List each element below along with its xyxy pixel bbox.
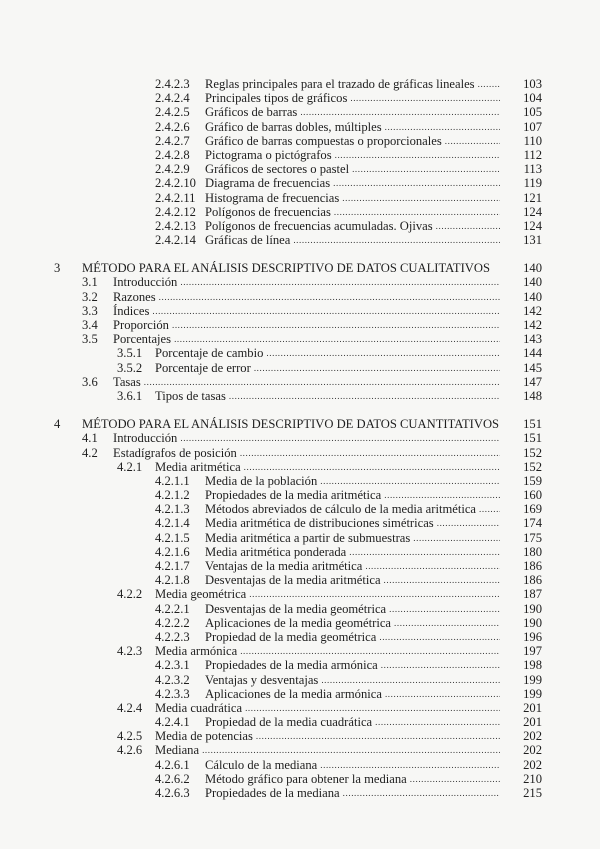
toc-entry [0, 176, 600, 190]
toc-entry-number: 4.2.1.2 [155, 488, 190, 503]
toc-entry-number: 4.2 [82, 445, 98, 460]
toc-entry [0, 120, 600, 134]
toc-entry-number: 4 [54, 417, 61, 432]
toc-entry-title: Gráficos de sectores o pastel [205, 162, 350, 177]
toc-entry [0, 361, 600, 375]
toc-entry-title: Media aritmética de distribuciones simétricas [205, 516, 434, 531]
toc-entry [0, 134, 600, 148]
toc-entry-page: 140 [523, 289, 542, 304]
dot-leader [180, 275, 500, 289]
dot-leader [159, 290, 500, 304]
toc-entry-number: 3.5.2 [117, 360, 143, 375]
dot-leader [334, 205, 500, 219]
toc-entry [0, 332, 600, 346]
toc-entry-title: Mediana [155, 743, 200, 758]
toc-entry-number: 3.6.1 [117, 388, 143, 403]
toc-entry-page: 144 [523, 346, 542, 361]
toc-entry-number: 3.6 [82, 374, 98, 389]
toc-entry [0, 630, 600, 644]
toc-entry-number: 4.2.4.1 [155, 715, 190, 730]
toc-entry [0, 488, 600, 502]
toc-entry-page: 190 [523, 601, 542, 616]
toc-entry-number: 2.4.2.13 [155, 218, 196, 233]
toc-entry-page: 202 [523, 757, 542, 772]
toc-entry-page: 151 [523, 431, 542, 446]
toc-entry-page: 174 [523, 516, 542, 531]
toc-entry-number: 4.2.2.3 [155, 629, 190, 644]
toc-entry-page: 142 [523, 318, 542, 332]
dot-leader [172, 318, 500, 332]
toc-entry-page: 159 [523, 473, 542, 488]
dot-leader [152, 304, 500, 318]
toc-entry-title: Estadígrafos de posición [113, 445, 237, 460]
dot-leader [244, 460, 500, 474]
toc-entry-title: Desventajas de la media geométrica [205, 601, 387, 616]
toc-entry [0, 587, 600, 601]
dot-leader [321, 673, 500, 687]
toc-entry [0, 758, 600, 772]
dot-leader [379, 630, 500, 644]
toc-entry-number: 2.4.2.5 [155, 105, 190, 120]
toc-entry-title: Ventajas y desventajas [205, 672, 319, 687]
dot-leader [249, 587, 500, 601]
toc-entry-page: 110 [523, 133, 542, 148]
toc-entry-page: 113 [523, 162, 542, 177]
toc-entry [0, 304, 600, 318]
toc-entry-page: 180 [523, 544, 542, 559]
toc-chapter-heading [0, 261, 600, 275]
toc-entry-title: Diagrama de frecuencias [205, 176, 331, 191]
toc-entry [0, 701, 600, 715]
toc-entry-page: 202 [523, 743, 542, 758]
toc-entry-number: 3.1 [82, 275, 98, 290]
dot-leader [375, 715, 500, 729]
toc-entry-title: Gráficos de barras [205, 105, 298, 120]
toc-entry-title: Gráfico de barras compuestas o proporcionales [205, 133, 442, 148]
toc-entry-number: 2.4.2.11 [155, 190, 196, 205]
dot-leader [245, 701, 500, 715]
toc-entry-page: 140 [523, 275, 542, 290]
toc-entry-number: 4.2.1.5 [155, 530, 190, 545]
toc-entry-number: 3.4 [82, 318, 98, 332]
toc-entry-number: 4.2.1.8 [155, 573, 190, 588]
toc-entry-number: 3.5.1 [117, 346, 143, 361]
toc-entry-title: Aplicaciones de la media geométrica [205, 615, 392, 630]
toc-entry [0, 559, 600, 573]
toc-entry-title: Propiedades de la media aritmética [205, 488, 382, 503]
toc-entry-number: 2.4.2.4 [155, 91, 190, 106]
dot-leader [266, 346, 500, 360]
toc-entry [0, 474, 600, 488]
dot-leader [410, 772, 500, 786]
toc-entry-number: 2.4.2.12 [155, 204, 196, 219]
dot-leader [293, 233, 500, 247]
toc-entry-title: Proporción [113, 318, 169, 332]
dot-leader [240, 644, 500, 658]
dot-leader [385, 687, 500, 701]
toc-entry [0, 729, 600, 743]
toc-entry-number: 4.2.1.7 [155, 559, 190, 573]
toc-entry-number: 2.4.2.3 [155, 77, 190, 91]
toc-entry-title: Tasas [113, 374, 141, 389]
dot-leader [389, 602, 500, 616]
toc-entry-page: 148 [523, 388, 542, 403]
toc-entry-number: 4.2.5 [117, 729, 143, 744]
toc-entry-number: 4.2.3.3 [155, 686, 190, 701]
toc-entry [0, 77, 600, 91]
dot-leader [144, 375, 500, 389]
toc-entry-page: 112 [523, 147, 542, 162]
dot-leader [413, 531, 500, 545]
toc-entry-page: 143 [523, 332, 542, 347]
toc-entry-title: Media cuadrática [155, 700, 243, 715]
toc-entry [0, 772, 600, 786]
toc-entry [0, 446, 600, 460]
toc-entry-page: 119 [523, 176, 542, 191]
toc-entry-number: 2.4.2.7 [155, 133, 190, 148]
toc-entry [0, 346, 600, 360]
toc-entry-title: Polígonos de frecuencias acumuladas. Ojivas [205, 218, 433, 233]
dot-leader [437, 516, 500, 530]
toc-entry-title: Media aritmética ponderada [205, 544, 347, 559]
toc-entry-title: Tipos de tasas [155, 388, 226, 403]
dot-leader [333, 176, 500, 190]
toc-entry-title: Propiedades de la mediana [205, 786, 340, 800]
toc-entry-number: 3.3 [82, 303, 98, 318]
toc-entry [0, 545, 600, 559]
toc-entry-number: 4.2.3 [117, 644, 143, 659]
toc-entry-number: 4.2.2.1 [155, 601, 190, 616]
toc-entry-title: Porcentaje de error [155, 360, 251, 375]
toc-entry-number: 4.2.6.2 [155, 771, 190, 786]
toc-entry-number: 2.4.2.6 [155, 119, 190, 134]
toc-entry [0, 743, 600, 757]
toc-entry-number: 4.2.1.3 [155, 502, 190, 517]
toc-entry-page: 202 [523, 729, 542, 744]
toc-entry-number: 4.1 [82, 431, 98, 446]
toc-entry-title: Histograma de frecuencias [205, 190, 340, 205]
toc-entry-number: 4.2.2 [117, 587, 143, 602]
table-of-contents [0, 77, 600, 800]
toc-entry [0, 431, 600, 445]
toc-entry-page: 196 [523, 629, 542, 644]
toc-entry-page: 186 [523, 573, 542, 588]
toc-entry-page: 147 [523, 374, 542, 389]
toc-entry [0, 673, 600, 687]
dot-leader [478, 77, 500, 91]
toc-entry-page: 151 [523, 417, 542, 432]
toc-entry-page: 198 [523, 658, 542, 673]
toc-entry [0, 516, 600, 530]
toc-entry-title: Ventajas de la media aritmética [205, 559, 363, 573]
dot-leader [385, 120, 500, 134]
dot-leader [352, 162, 500, 176]
toc-entry-number: 4.2.3.1 [155, 658, 190, 673]
toc-entry [0, 205, 600, 219]
toc-entry-number: 3.5 [82, 332, 98, 347]
toc-entry-number: 3.2 [82, 289, 98, 304]
toc-entry-page: 197 [523, 644, 542, 659]
toc-entry [0, 658, 600, 672]
toc-entry-page: 175 [523, 530, 542, 545]
toc-entry-title: Gráficas de línea [205, 233, 291, 248]
toc-entry-title: Introducción [113, 275, 178, 290]
toc-entry-title: Gráfico de barras dobles, múltiples [205, 119, 382, 134]
dot-leader [254, 361, 500, 375]
toc-entry [0, 233, 600, 247]
toc-entry-number: 4.2.1.1 [155, 473, 190, 488]
toc-entry-title: Razones [113, 289, 156, 304]
toc-entry-page: 140 [523, 261, 542, 276]
toc-entry [0, 715, 600, 729]
dot-leader [256, 729, 500, 743]
dot-leader [202, 743, 500, 757]
dot-leader [240, 446, 500, 460]
toc-entry-page: 105 [523, 105, 542, 120]
dot-leader [229, 389, 500, 403]
toc-entry [0, 531, 600, 545]
toc-entry-page: 160 [523, 488, 542, 503]
toc-entry-title: Media de la población [205, 473, 318, 488]
toc-entry-title: Reglas principales para el trazado de gráficas lineales [205, 77, 475, 91]
dot-leader [174, 332, 500, 346]
toc-entry [0, 375, 600, 389]
toc-entry-number: 2.4.2.10 [155, 176, 196, 191]
toc-entry [0, 148, 600, 162]
toc-entry-number: 4.2.6.1 [155, 757, 190, 772]
toc-entry-title: Cálculo de la mediana [205, 757, 318, 772]
toc-entry-title: MÉTODO PARA EL ANÁLISIS DESCRIPTIVO DE DATOS CUALITATIVOS [82, 261, 490, 276]
toc-entry-page: 124 [523, 218, 542, 233]
toc-chapter-heading [0, 417, 600, 431]
toc-entry [0, 644, 600, 658]
toc-entry-title: Índices [113, 303, 150, 318]
toc-entry-number: 4.2.1.6 [155, 544, 190, 559]
toc-entry-page: 107 [523, 119, 542, 134]
toc-entry-number: 4.2.4 [117, 700, 143, 715]
toc-entry [0, 502, 600, 516]
toc-entry-page: 103 [523, 77, 542, 91]
dot-leader [180, 431, 500, 445]
toc-entry-page: 187 [523, 587, 542, 602]
dot-leader [320, 758, 500, 772]
toc-entry [0, 275, 600, 289]
dot-leader [350, 91, 500, 105]
toc-entry [0, 219, 600, 233]
toc-entry-page: 121 [523, 190, 542, 205]
toc-entry-title: Porcentajes [113, 332, 172, 347]
toc-entry [0, 389, 600, 403]
toc-entry-page: 186 [523, 559, 542, 573]
toc-entry-page: 145 [523, 360, 542, 375]
toc-entry-page: 131 [523, 233, 542, 248]
toc-entry-page: 201 [523, 700, 542, 715]
toc-entry [0, 318, 600, 332]
toc-entry-number: 4.2.1.4 [155, 516, 190, 531]
dot-leader [349, 545, 500, 559]
toc-entry [0, 191, 600, 205]
toc-entry-number: 4.2.2.2 [155, 615, 190, 630]
toc-entry [0, 687, 600, 701]
toc-entry-title: Propiedad de la media cuadrática [205, 715, 373, 730]
dot-leader [445, 134, 500, 148]
toc-entry-title: Propiedad de la media geométrica [205, 629, 377, 644]
toc-entry-page: 190 [523, 615, 542, 630]
toc-entry [0, 616, 600, 630]
toc-entry-title: MÉTODO PARA EL ANÁLISIS DESCRIPTIVO DE DATOS CUANTITATIVOS [82, 417, 500, 432]
dot-leader [343, 786, 500, 800]
toc-entry-number: 4.2.3.2 [155, 672, 190, 687]
dot-leader [365, 559, 500, 573]
toc-entry-number: 4.2.6.3 [155, 786, 190, 800]
toc-entry-number: 2.4.2.9 [155, 162, 190, 177]
dot-leader [384, 488, 500, 502]
toc-entry-page: 104 [523, 91, 542, 106]
toc-entry [0, 573, 600, 587]
dot-leader [320, 474, 500, 488]
toc-entry-title: Pictograma o pictógrafos [205, 147, 332, 162]
toc-entry-page: 215 [523, 786, 542, 800]
toc-entry-number: 4.2.6 [117, 743, 143, 758]
toc-entry-title: Introducción [113, 431, 178, 446]
toc-entry-title: Principales tipos de gráficos [205, 91, 348, 106]
dot-leader [394, 616, 500, 630]
toc-entry [0, 105, 600, 119]
dot-leader [342, 191, 500, 205]
toc-entry-title: Media aritmética [155, 459, 241, 474]
toc-entry-title: Propiedades de la media armónica [205, 658, 378, 673]
toc-entry [0, 786, 600, 800]
dot-leader [479, 502, 500, 516]
toc-entry-title: Media aritmética a partir de submuestras [205, 530, 411, 545]
toc-entry-title: Media geométrica [155, 587, 247, 602]
dot-leader [335, 148, 500, 162]
toc-entry-page: 199 [523, 686, 542, 701]
toc-entry-page: 152 [523, 459, 542, 474]
toc-entry-number: 3 [54, 261, 61, 276]
toc-entry-page: 201 [523, 715, 542, 730]
toc-entry-page: 142 [523, 303, 542, 318]
dot-leader [436, 219, 500, 233]
toc-entry-number: 2.4.2.14 [155, 233, 196, 248]
toc-entry [0, 290, 600, 304]
toc-entry-page: 124 [523, 204, 542, 219]
toc-entry-title: Método gráfico para obtener la mediana [205, 771, 407, 786]
toc-entry-title: Métodos abreviados de cálculo de la media aritmética [205, 502, 477, 517]
toc-entry-page: 199 [523, 672, 542, 687]
toc-entry-page: 169 [523, 502, 542, 517]
toc-entry-title: Desventajas de la media aritmética [205, 573, 381, 588]
dot-leader [300, 105, 500, 119]
toc-entry [0, 460, 600, 474]
toc-entry [0, 91, 600, 105]
toc-entry-title: Porcentaje de cambio [155, 346, 264, 361]
toc-entry-title: Polígonos de frecuencias [205, 204, 331, 219]
toc-entry-title: Media armónica [155, 644, 238, 659]
toc-entry-title: Media de potencias [155, 729, 253, 744]
toc-entry-title: Aplicaciones de la media armónica [205, 686, 382, 701]
toc-entry-number: 2.4.2.8 [155, 147, 190, 162]
toc-entry-page: 152 [523, 445, 542, 460]
dot-leader [381, 658, 500, 672]
toc-entry [0, 602, 600, 616]
toc-entry-page: 210 [523, 771, 542, 786]
toc-entry-number: 4.2.1 [117, 459, 143, 474]
toc-entry [0, 162, 600, 176]
dot-leader [384, 573, 500, 587]
